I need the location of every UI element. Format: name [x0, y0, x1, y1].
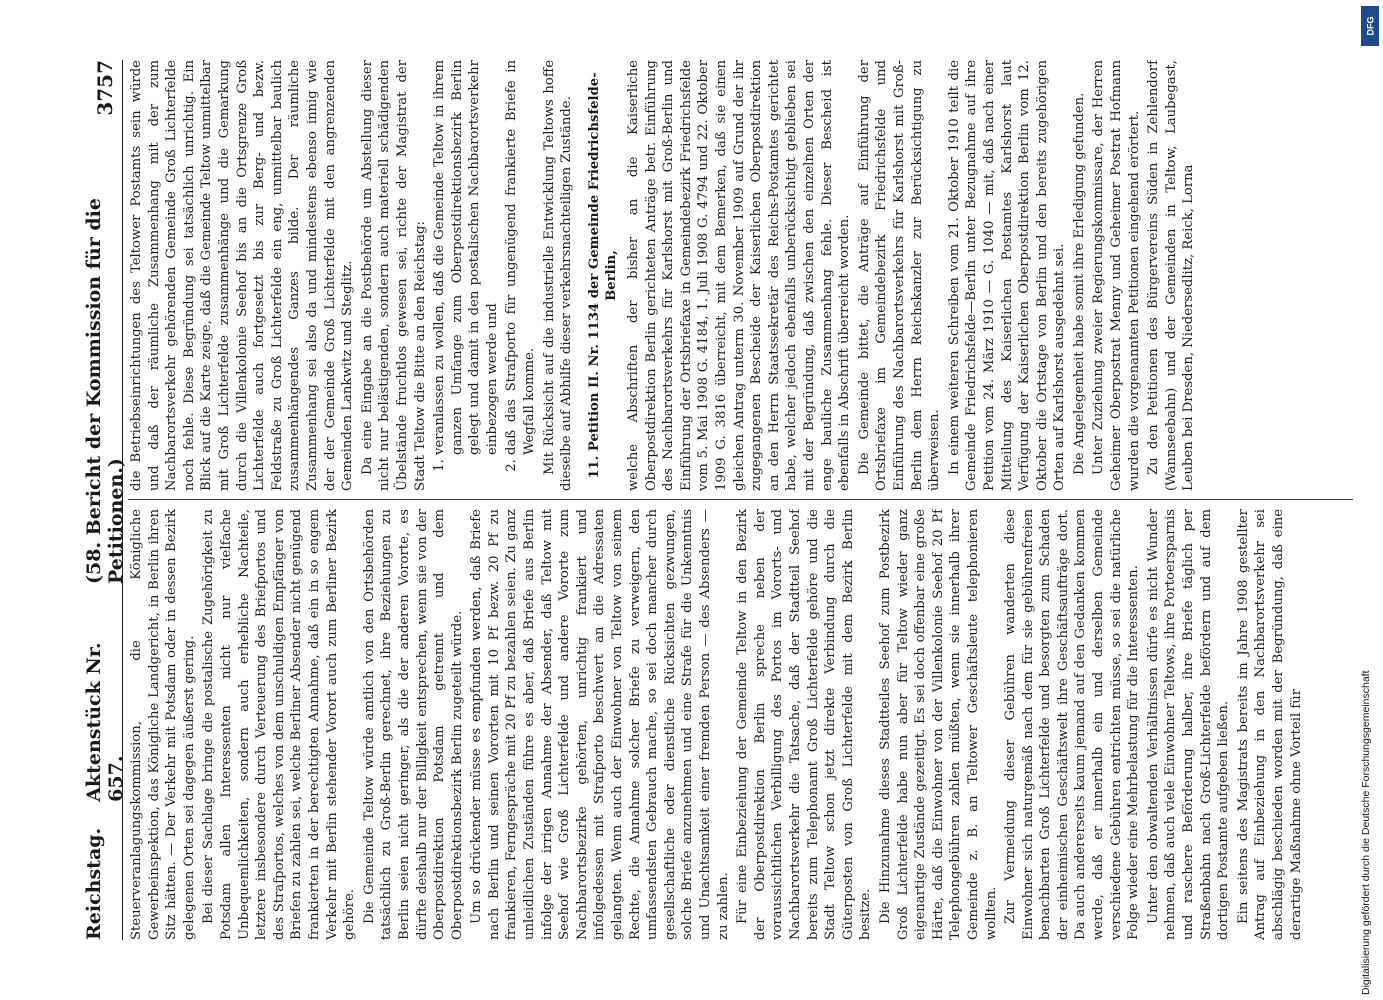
- paragraph: Bei dieser Sachlage bringe die postalische Zugehörigkeit zu Potsdam allen Interessenten nicht nur vielfache Unbequemlichkeiten, sondern auch erhebliche Nachteile, letztere insbesondere durch Verteuerung des Briefportos und des Strafportos, welches von dem unschuldigen Empfänger von Briefen zu zahlen sei, welche Berliner Absender nicht genügend frankierten in der berechtigten Annahme, daß ein in so engem Verkehr mit Berlin stehender Vorort auch zum Berliner Bezirk gehöre.: [201, 509, 358, 940]
- paragraph: Da eine Eingabe an die Postbehörde um Abstellung dieser nicht nur belästigenden, sondern auch materiell schädigenden Übelstände fruchtlos gewesen sei, richte der Magistrat der Stadt Teltow die Bitte an den Reichstag:: [359, 60, 428, 491]
- header-right-title: (58. Bericht der Kommission für die Petitionen.): [83, 198, 127, 584]
- left-column: [128, 509, 1353, 940]
- header-center-title: Aktenstück Nr. 657.: [83, 642, 127, 802]
- paragraph: welche Abschriften der bisher an die Kaiserliche Oberpostdirektion Berlin gerichteten Anträge betr. Einführung des Nachbarortsverkehrs für Karlshorst mit Groß-Berlin und Einführung der Ortsbriefaxe in Gemeindebezirk Friedrichsfelde vom 5. Mai 1908 G. 4184, 1. Juli 1908 G. 4794 und 22. Oktober 1909 G. 3816 überreicht, mit dem Bemerken, daß sie einen gleichen Antrag unterm 30. November 1909 auf Grund der ihr zugegangenen Bescheide der Kaiserlichen Oberpostdirektion an den Herrn Staatssekretär des Reichs-Postamtes gerichtet habe, welcher jedoch ebenfalls unberücksichtigt geblieben sei mit der Begründung, daß zwischen den einzelnen Orten der enge bauliche Zusammenhang fehle. Dieser Bescheid ist ebenfalls in Abschrift überreicht worden.: [626, 60, 853, 491]
- paragraph: Ein seitens des Magistrats bereits im Jahre 1908 gestellter Antrag auf Einbeziehung in den Nachbarortsverkehr sei abschlägig beschieden worden mit der Begründung, daß eine derartige Maßnahme ohne Vorteil für: [1235, 509, 1304, 940]
- paragraph: Die Gemeinde Teltow würde amtlich von den Ortsbehörden tatsächlich zu Groß-Berlin gerechnet, ihre Beziehungen zu Berlin seien nicht geringer, als die der anderen Vororte, es dürfte deshalb nur der Billigkeit entsprechen, wenn sie von der Oberpostdirektion Potsdam getrennt und dem Oberpostdirektionsbezirk Berlin zugeteilt würde.: [361, 509, 465, 940]
- paragraph: Zur Vermeidung dieser Gebühren wanderten diese Einwohner sich naturgemäß nach dem für sie gebührenfreien benachbarten Groß Lichterfelde und besorgten zum Schaden der einheimischen Geschäftswelt ihre Geschäftsaufträge dort. Da auch andererseits kaum jemand auf den Gedanken kommen werde, daß er innerhalb ein und derselben Gemeinde verschiedene Gebühren entrichten müsse, so sei die natürliche Folge wieder eine Mehrbelastung für die Interessenten.: [1003, 509, 1142, 940]
- paragraph: Um so drückender müsse es empfunden werden, daß Briefe nach Berlin und seinen Vororten mit 10 Pf bezw. 20 Pf zu frankieren, Ferngespräche mit 20 Pf zu bezahlen seien. Zu ganz unleidlichen Zuständen führe es aber, daß Briefe aus Berlin infolge der irrigen Annahme der Absender, daß Teltow mit Seehof wie Groß Lichterfelde und andere Vororte zum Nachbarortsbezirke gehörten, unrichtig frankiert und infolgedessen mit Strafporto beschwert an die Adressaten gelangten. Wenn auch der Einwohner von Teltow von seinem Rechte, die Annahme solcher Briefe zu verweigern, den umfassendsten Gebrauch mache, so sei doch mancher durch gesellschaftliche oder dienstliche Rücksichten gezwungen, solche Briefe anzunehmen und eine Strafe für die Unkenntnis und Unachtsamkeit einer fremden Person — des Absenders — zu zahlen.: [469, 509, 731, 940]
- paragraph: In einem weiteren Schreiben vom 21. Oktober 1910 teilt die Gemeinde Friedrichsfelde—Berlin unter Bezugnahme auf ihre Petition vom 24. März 1910 — G. 1040 — mit, daß nach einer Mitteilung des Kaiserlichen Postamtes Karlshorst laut Verfügung der Kaiserlichen Oberpostdirektion Berlin vom 12. Oktober die Ortstage von Berlin und den bereits zugehörigen Orten auf Karlshorst ausgedehnt sei.: [946, 60, 1068, 491]
- paragraph: Die Gemeinde bittet, die Anträge auf Einführung der Ortsbriefaxe im Gemeindebezirk Friedrichsfelde und Einführung des Nachbarortsverkehrs für Karlshorst mit Groß-Berlin dem Herrn Reichskanzler zur Berücksichtigung zu überweisen.: [856, 60, 943, 491]
- paragraph: Steuerveranlagungskommission, die Königliche Gewerbeinspektion, das Königliche Landgericht, in Berlin ihren Sitz hätten. — Der Verkehr mit Potsdam oder in dessen Bezirk gelegenen Orten sei dagegen äußerst gering.: [129, 509, 197, 940]
- text-columns: [128, 60, 1353, 940]
- credit-text: Digitalisierung gefördert durch die Deutsche Forschungsgemeinschaft: [1360, 670, 1372, 995]
- digitization-credit: [1356, 5, 1376, 995]
- paragraph: Unter Zuziehung zweier Regierungskommissare, der Herren Geheimer Oberpostrat Menny und Geheimer Postrat Hofmann wurden die vorgenannten Petitionen eingehend erörtert.: [1091, 60, 1142, 491]
- list-item: 1. veranlassen zu wollen, daß die Gemeinde Teltow in ihrem ganzen Umfange zum Oberpostdirektionsbezirk Berlin gelegt und damit in den postalischen Nachbarortsverkehr einbezogen werde und: [431, 60, 501, 455]
- dfg-logo: [1361, 6, 1379, 46]
- petition-heading: 11. Petition II. Nr. 1134 der Gemeinde Friedrichsfelde-Berlin,: [586, 72, 620, 479]
- paragraph: die Betriebseinrichtungen des Teltower Postamts sein würde und daß der räumliche Zusammenhang mit der zum Nachbarortsverkehr gehörenden Gemeinde Groß Lichterfelde noch fehle. Diese Begründung sei tatsächlich unrichtig. Ein Blick auf die Karte zeige, daß die Gemeinde Teltow unmittelbar mit Groß Lichterfelde zusammenhänge und die Gemarkung durch die Villenkolonie Seehof bis an die Ortsgrenze Groß Lichterfelde auch fortgesetzt bis zur Berg- und bezw. Feldstraße zu Groß Lichterfelde ein eng, unmittelbar baulich zusammenhängendes Ganzes bilde. Der räumliche Zusammenhang sei also da und mindestens ebenso innig wie der der Gemeinde Groß Lichterfelde mit den angrenzenden Gemeinden Lankwitz und Steglitz.: [129, 60, 356, 491]
- dfg-logo-label: DFG: [1365, 16, 1375, 36]
- petition-request-list: [431, 60, 539, 491]
- page-number: 3757: [93, 60, 117, 116]
- paragraph: Für eine Einbeziehung der Gemeinde Teltow in den Bezirk der Oberpostdirektion Berlin spreche neben der voraussichtlichen Verbilligung des Portos im Vororts- und Nachbarortsverkehr die Tatsache, daß der Stadtteil Seehof bereits zum Telephonamt Groß Lichterfelde gehöre und die Stadt Teltow schon jetzt direkte Verbindung durch die Güterposten von Groß Lichterfelde mit dem Bezirk Berlin besitze.: [735, 509, 874, 940]
- document-page: [83, 60, 1358, 940]
- paragraph: Zu den Petitionen des Bürgervereins Süden in Zehlendorf (Wannseebahn) und der Gemeinden in Teltow, Laubegast, Leuben bei Dresden, Niedersedlitz, Reick, Lorna: [1146, 60, 1197, 491]
- running-header: [83, 60, 127, 940]
- paragraph: Unter den obwaltenden Verhältnissen dürfe es nicht Wunder nehmen, daß auch viele Einwohner Teltows, ihre Portoersparnis und raschere Beförderung halber, ihre Briefe täglich per Straßenbahn nach Groß-Lichterfelde befördern und auf dem dortigen Postamte aufgeben ließen.: [1145, 509, 1232, 940]
- paragraph: Mit Rücksicht auf die industrielle Entwicklung Teltows hoffe dieselbe auf Abhilfe dieser verkehrsnachteiligen Zustände.: [541, 60, 575, 491]
- header-left-title: Reichstag.: [83, 827, 105, 940]
- paragraph: Die Hinzunahme dieses Stadtteiles Seehof zum Postbezirk Groß Lichterfelde habe nun aber für Teltow wieder ganz eigenartige Zustände gezeitigt. Es sei doch offenbar eine große Härte, daß die Einwohner von der Villenkolonie Seehof 20 Pf Telephongebühren zahlen müßten, wenn sie innerhalb ihrer Gemeinde z. B. an Teltower Geschäftsleute telephonieren wollten.: [877, 509, 999, 940]
- right-column: [128, 60, 1353, 491]
- list-item: 2. daß das Strafporto für ungenügend frankierte Briefe in Wegfall komme.: [503, 60, 538, 455]
- paragraph: Die Angelegenheit habe somit ihre Erledigung gefunden.: [1071, 92, 1087, 475]
